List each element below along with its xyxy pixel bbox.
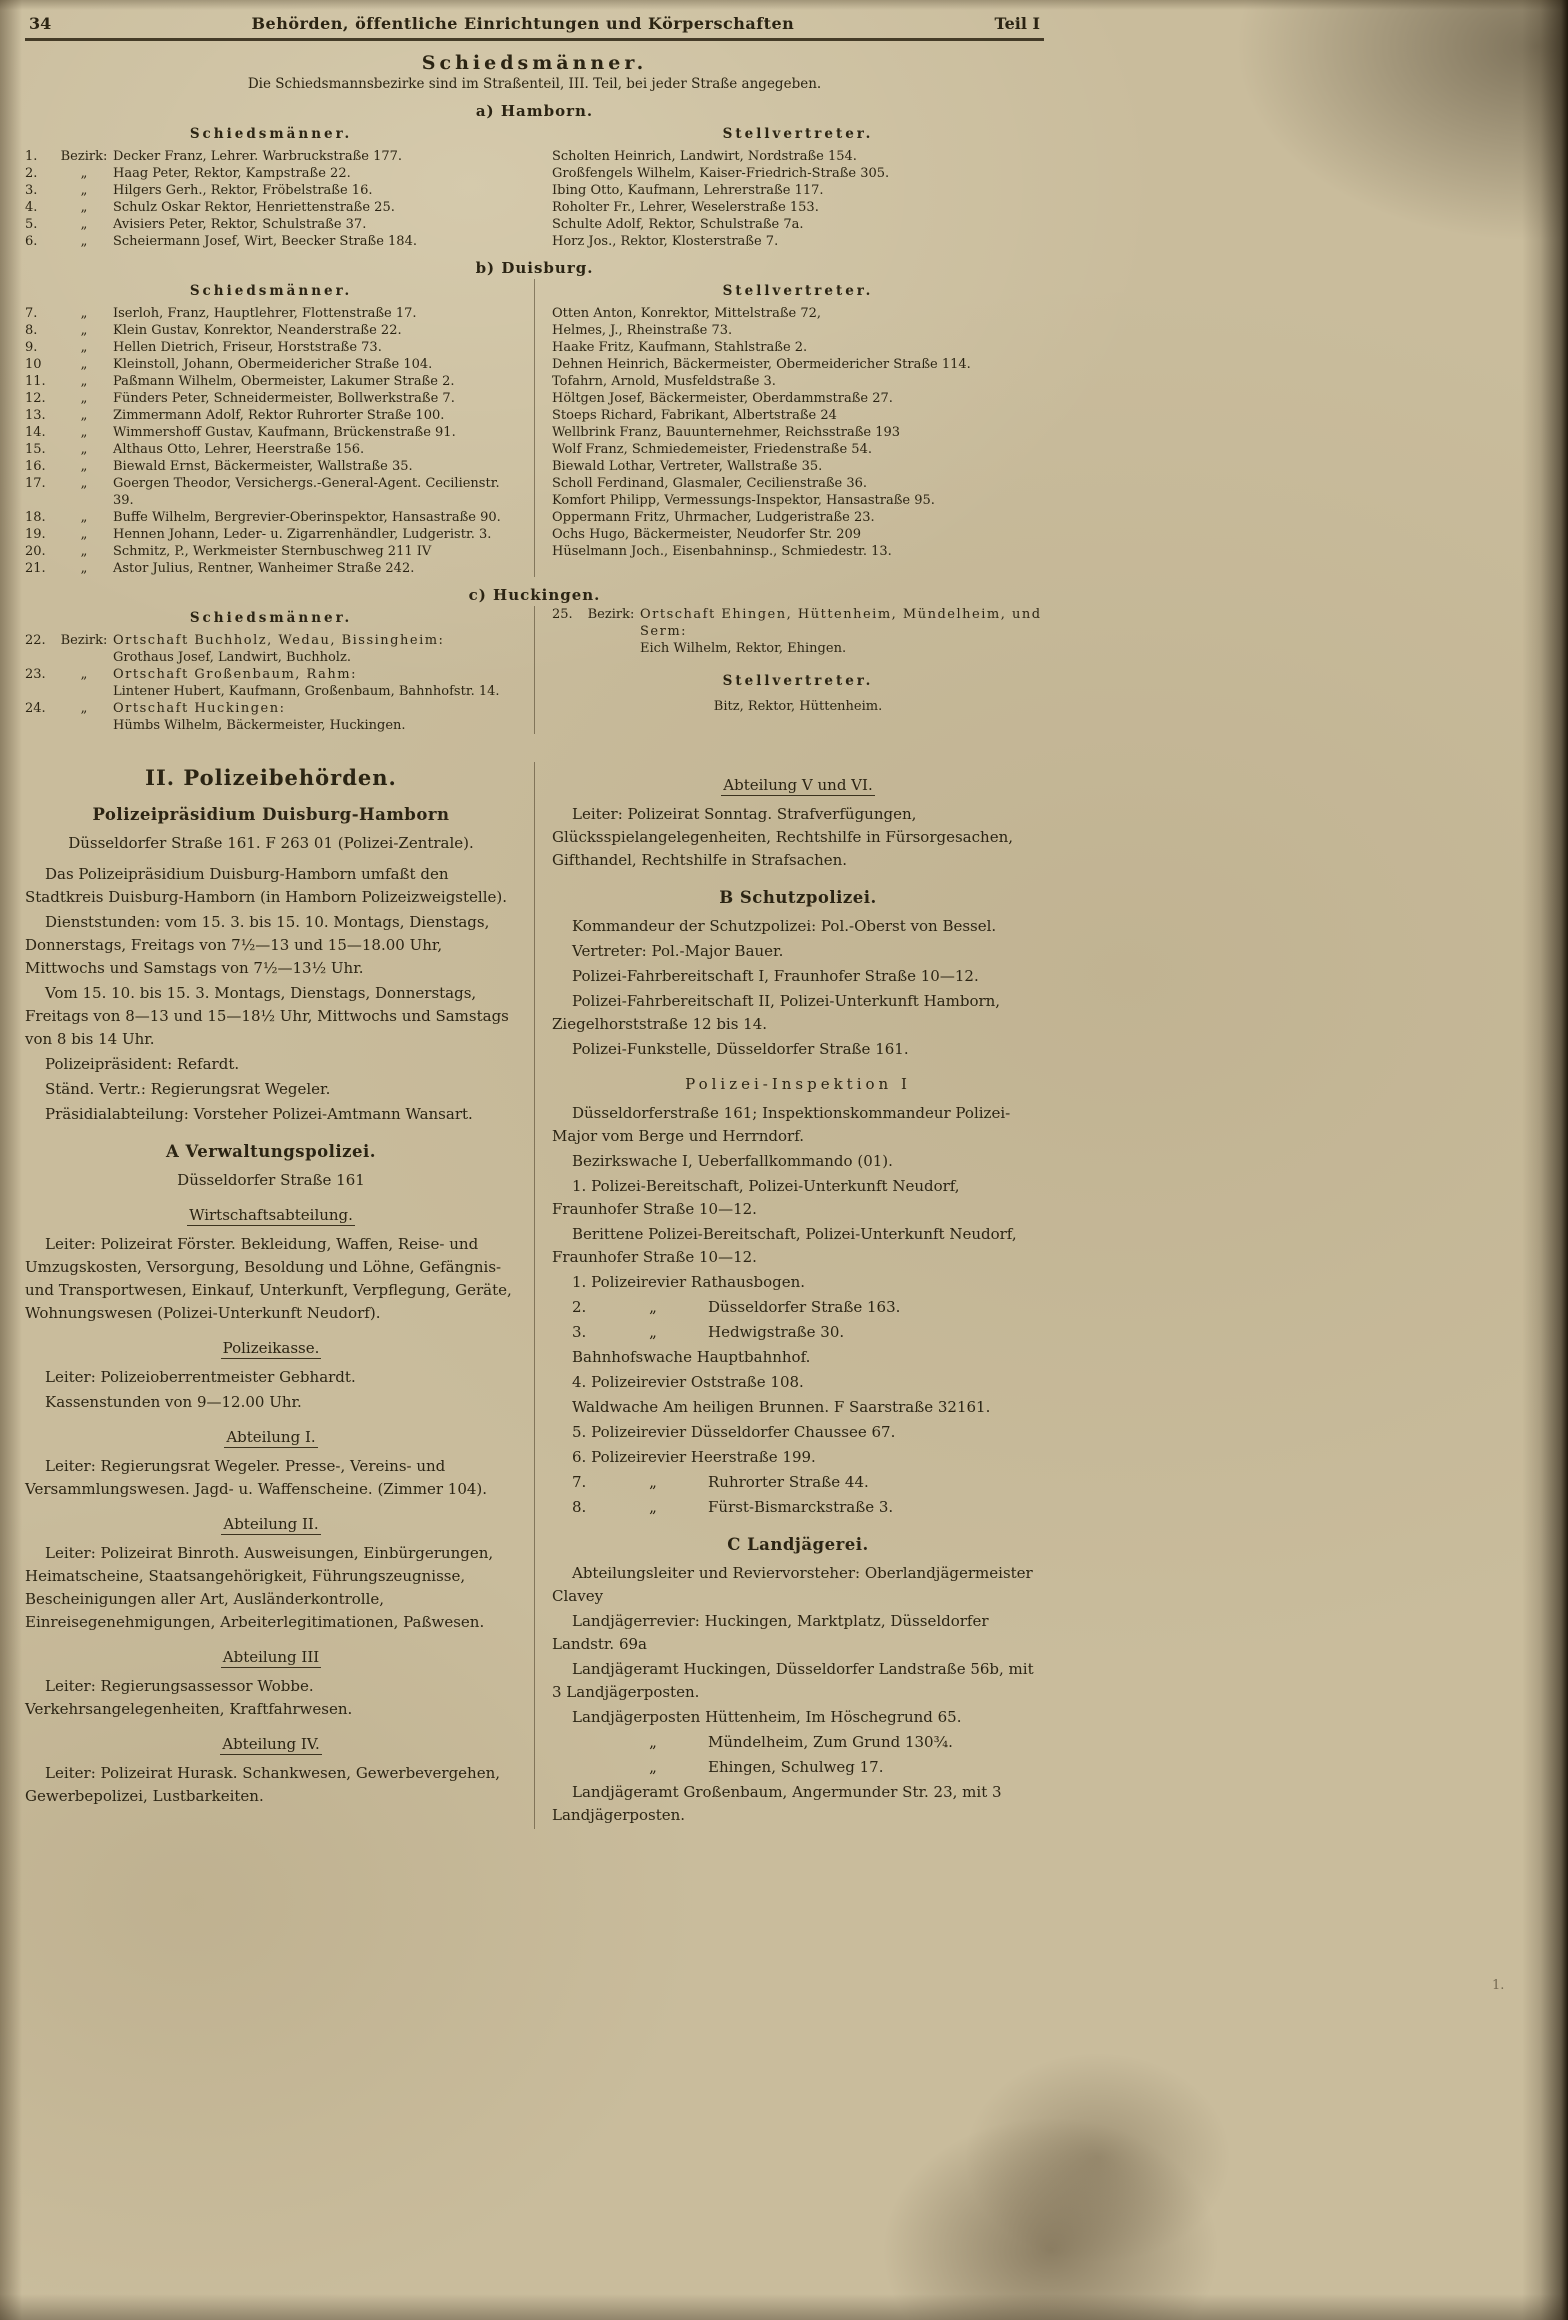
huckingen-schiedsmaenner-list bbox=[25, 632, 517, 734]
list-item bbox=[25, 475, 517, 509]
list-item: Stoeps Richard, Fabrikant, Albertstraße 24 bbox=[552, 408, 837, 423]
entry-ditto: „ bbox=[80, 544, 88, 559]
entry-line: Ortschaft Huckingen: bbox=[113, 701, 286, 716]
entry-ditto: „ bbox=[80, 527, 88, 542]
paragraph: 1. Polizeirevier Rathausbogen. bbox=[572, 1273, 806, 1291]
entry-line: Ortschaft Ehingen, Hüttenheim, Mündelheim, und Serm: bbox=[640, 607, 1042, 639]
ditto-mark: „ bbox=[649, 1323, 657, 1341]
list-item bbox=[25, 441, 517, 458]
entry-number: 8. bbox=[25, 323, 38, 338]
paragraph: Polizeipräsident: Refardt. bbox=[45, 1055, 240, 1073]
section-heading: Düsseldorfer Straße 161 bbox=[177, 1171, 365, 1189]
paragraph: Leiter: Polizeirat Förster. Bekleidung, Waffen, Reise- und Umzugskosten, Versorgung, Besoldung und Löhne, Gefängnis- und Transportwesen, Einkauf, Unterkunft, Verpflegung, Geräte, Wohnungswesen (Polizei-Unterkunft Neudorf). bbox=[25, 1235, 512, 1322]
entry-text: Iserloh, Franz, Hauptlehrer, Flottenstraße 17. bbox=[113, 306, 417, 321]
list-item bbox=[25, 216, 517, 233]
paragraph: Leiter: Polizeirat Hurask. Schankwesen, Gewerbevergehen, Gewerbepolizei, Lustbarkeiten. bbox=[25, 1764, 501, 1805]
section-heading bbox=[25, 1204, 517, 1227]
section-heading bbox=[25, 1337, 517, 1360]
entry-ditto: „ bbox=[80, 459, 88, 474]
row-number: 7. bbox=[572, 1473, 587, 1491]
ditto-mark: „ bbox=[649, 1733, 657, 1751]
list-item bbox=[25, 322, 517, 339]
entry-text: Wimmershoff Gustav, Kaufmann, Brückenstraße 91. bbox=[113, 425, 456, 440]
entry-ditto: „ bbox=[80, 374, 88, 389]
entry-ditto: Bezirk: bbox=[587, 607, 635, 622]
list-item: Biewald Lothar, Vertreter, Wallstraße 35. bbox=[552, 459, 823, 474]
entry-number: 6. bbox=[25, 234, 38, 249]
directory-row bbox=[552, 1296, 1044, 1319]
entry-text: Fünders Peter, Schneidermeister, Bollwerkstraße 7. bbox=[113, 391, 455, 406]
entry-line: Grothaus Josef, Landwirt, Buchholz. bbox=[113, 650, 351, 665]
paragraph: Landjägeramt Großenbaum, Angermunder Str. 23, mit 3 Landjägerposten. bbox=[552, 1783, 1002, 1824]
paragraph: Ständ. Vertr.: Regierungsrat Wegeler. bbox=[45, 1080, 331, 1098]
paragraph: Leiter: Polizeioberrentmeister Gebhardt. bbox=[45, 1368, 356, 1386]
row-text: Hedwigstraße 30. bbox=[708, 1323, 845, 1341]
entry-lines bbox=[113, 700, 517, 734]
row-number: 3. bbox=[572, 1323, 587, 1341]
hamborn-stellvertreter-list bbox=[552, 148, 1044, 250]
column-header-stellvertreter: Stellvertreter. bbox=[722, 673, 874, 689]
entry-number: 2. bbox=[25, 166, 38, 181]
entry-ditto: „ bbox=[80, 217, 88, 232]
row-number: 2. bbox=[572, 1298, 587, 1316]
list-item bbox=[25, 632, 517, 666]
entry-ditto: „ bbox=[80, 442, 88, 457]
list-item bbox=[25, 305, 517, 322]
paragraph: Bezirkswache I, Ueberfallkommando (01). bbox=[572, 1152, 893, 1170]
duisburg-stellvertreter-list bbox=[552, 305, 1044, 560]
list-item bbox=[25, 700, 517, 734]
paragraph: Kassenstunden von 9—12.00 Uhr. bbox=[45, 1393, 302, 1411]
ditto-mark: „ bbox=[649, 1758, 657, 1776]
entry-lines bbox=[640, 606, 1044, 657]
huckingen-columns bbox=[25, 606, 1044, 734]
schiedsmaenner-section bbox=[25, 52, 1044, 734]
paragraph: Waldwache Am heiligen Brunnen. F Saarstraße 32161. bbox=[572, 1398, 991, 1416]
paragraph: Vom 15. 10. bis 15. 3. Montags, Dienstags, Donnerstags, Freitags von 8—13 und 15—18½ Uhr, Mittwochs und Samstags von 8 bis 14 Uhr. bbox=[25, 984, 509, 1048]
row-number bbox=[552, 1756, 598, 1779]
row-text: Ehingen, Schulweg 17. bbox=[708, 1758, 884, 1776]
huckingen-left-column bbox=[25, 606, 517, 734]
subsection-label-duisburg: b) Duisburg. bbox=[475, 259, 594, 277]
entry-number: 21. bbox=[25, 561, 46, 576]
entry-ditto: „ bbox=[80, 510, 88, 525]
part-label: Teil I bbox=[994, 14, 1040, 33]
paragraph: Kommandeur der Schutzpolizei: Pol.-Oberst von Bessel. bbox=[572, 917, 997, 935]
duisburg-right-column bbox=[552, 279, 1044, 577]
row-text: Fürst-Bismarckstraße 3. bbox=[708, 1498, 894, 1516]
entry-lines bbox=[113, 666, 517, 700]
entry-number: 17. bbox=[25, 476, 46, 491]
entry-number: 25. bbox=[552, 607, 573, 622]
page-content bbox=[25, 14, 1044, 1829]
polizei-left-column bbox=[25, 762, 517, 1829]
paragraph: Dienststunden: vom 15. 3. bis 15. 10. Montags, Dienstags, Donnerstags, Freitags von 7½—13 und 15—18.00 Uhr, Mittwochs und Samstags von 7½—13½ Uhr. bbox=[25, 913, 490, 977]
page-edge-right-shadow bbox=[1522, 0, 1568, 2320]
paragraph: Präsidialabteilung: Vorsteher Polizei-Amtmann Wansart. bbox=[45, 1105, 473, 1123]
entry-text: Klein Gustav, Konrektor, Neanderstraße 22. bbox=[113, 323, 402, 338]
directory-row bbox=[552, 1496, 1044, 1519]
header-rule bbox=[25, 38, 1044, 41]
underlined-heading-text: Abteilung I. bbox=[226, 1428, 316, 1446]
directory-row bbox=[552, 1471, 1044, 1494]
list-item: Helmes, J., Rheinstraße 73. bbox=[552, 323, 733, 338]
entry-ditto: „ bbox=[80, 476, 88, 491]
entry-text: Biewald Ernst, Bäckermeister, Wallstraße 35. bbox=[113, 459, 413, 474]
list-item: Komfort Philipp, Vermessungs-Inspektor, Hansastraße 95. bbox=[552, 493, 935, 508]
duisburg-left-column bbox=[25, 279, 517, 577]
list-item: Schulte Adolf, Rektor, Schulstraße 7a. bbox=[552, 217, 804, 232]
list-item bbox=[25, 509, 517, 526]
paragraph: Polizei-Funkstelle, Düsseldorfer Straße 161. bbox=[572, 1040, 909, 1058]
list-item bbox=[25, 390, 517, 407]
list-item: Roholter Fr., Lehrer, Weselerstraße 153. bbox=[552, 200, 819, 215]
entry-number: 1. bbox=[25, 149, 38, 164]
entry-number: 4. bbox=[25, 200, 38, 215]
section-heading: A Verwaltungspolizei. bbox=[165, 1142, 377, 1161]
column-header-stellvertreter: Stellvertreter. bbox=[722, 283, 874, 299]
section-heading: II. Polizeibehörden. bbox=[145, 765, 397, 790]
section-heading: Düsseldorfer Straße 161. F 263 01 (Polizei-Zentrale). bbox=[68, 834, 474, 852]
entry-text: Paßmann Wilhelm, Obermeister, Lakumer Straße 2. bbox=[113, 374, 455, 389]
entry-number: 15. bbox=[25, 442, 46, 457]
directory-row bbox=[552, 1756, 1044, 1779]
paragraph: Landjägeramt Huckingen, Düsseldorfer Landstraße 56b, mit 3 Landjägerposten. bbox=[552, 1660, 1034, 1701]
page-edge-bottom-shadow bbox=[0, 2294, 1568, 2320]
entry-text: Hilgers Gerh., Rektor, Fröbelstraße 16. bbox=[113, 183, 373, 198]
page-edge-top-shadow bbox=[0, 0, 1568, 10]
column-header-schiedsmaenner: Schiedsmänner. bbox=[189, 126, 353, 142]
section-heading: B Schutzpolizei. bbox=[719, 888, 877, 907]
underlined-heading-text: Polizeikasse. bbox=[222, 1339, 320, 1357]
section-heading bbox=[25, 1426, 517, 1449]
entry-number: 7. bbox=[25, 306, 38, 321]
entry-text: Schulz Oskar Rektor, Henriettenstraße 25. bbox=[113, 200, 395, 215]
underlined-heading-text: Abteilung III bbox=[222, 1648, 320, 1666]
entry-text: Haag Peter, Rektor, Kampstraße 22. bbox=[113, 166, 351, 181]
entry-ditto: „ bbox=[80, 561, 88, 576]
list-item: Scholl Ferdinand, Glasmaler, Cecilienstraße 36. bbox=[552, 476, 868, 491]
paragraph: 4. Polizeirevier Oststraße 108. bbox=[572, 1373, 804, 1391]
entry-ditto: Bezirk: bbox=[60, 149, 108, 164]
entry-ditto: „ bbox=[80, 391, 88, 406]
huckingen-bezirk25-list bbox=[552, 606, 1044, 657]
entry-number: 23. bbox=[25, 667, 46, 682]
entry-ditto: „ bbox=[80, 234, 88, 249]
paragraph: Abteilungsleiter und Reviervorsteher: Oberlandjägermeister Clavey bbox=[552, 1564, 1033, 1605]
list-item bbox=[25, 182, 517, 199]
directory-row bbox=[552, 1731, 1044, 1754]
list-item bbox=[25, 407, 517, 424]
entry-text: Scheiermann Josef, Wirt, Beecker Straße 184. bbox=[113, 234, 417, 249]
entry-line: Lintener Hubert, Kaufmann, Großenbaum, Bahnhofstr. 14. bbox=[113, 684, 500, 699]
paragraph: 1. Polizei-Bereitschaft, Polizei-Unterkunft Neudorf, Fraunhofer Straße 10—12. bbox=[552, 1177, 960, 1218]
hamborn-left-column bbox=[25, 122, 517, 250]
list-item: Höltgen Josef, Bäckermeister, Oberdammstraße 27. bbox=[552, 391, 893, 406]
paragraph: Bahnhofswache Hauptbahnhof. bbox=[572, 1348, 811, 1366]
list-item bbox=[25, 526, 517, 543]
list-item bbox=[25, 339, 517, 356]
duisburg-columns bbox=[25, 279, 1044, 577]
entry-number: 5. bbox=[25, 217, 38, 232]
paragraph: 5. Polizeirevier Düsseldorfer Chaussee 67. bbox=[572, 1423, 896, 1441]
polizei-right-column bbox=[552, 762, 1044, 1829]
polizei-left-blocks bbox=[25, 766, 517, 1808]
entry-text: Goergen Theodor, Versichergs.-General-Agent. Cecilienstr. 39. bbox=[113, 476, 500, 508]
entry-text: Hellen Dietrich, Friseur, Horststraße 73. bbox=[113, 340, 382, 355]
paragraph: Leiter: Polizeirat Binroth. Ausweisungen, Einbürgerungen, Heimatscheine, Staatsangehörigkeit, Führungszeugnisse, Bescheinigungen aller Art, Ausländerkontrolle, Einreisegenehmigungen, Arbeiterlegitimationen, Paßwesen. bbox=[25, 1544, 494, 1631]
polizei-columns bbox=[25, 762, 1044, 1829]
list-item: Hüselmann Joch., Eisenbahninsp., Schmiedestr. 13. bbox=[552, 544, 892, 559]
list-item: Ochs Hugo, Bäckermeister, Neudorfer Str. 209 bbox=[552, 527, 862, 542]
row-text: Düsseldorfer Straße 163. bbox=[708, 1298, 901, 1316]
section-heading bbox=[25, 1513, 517, 1536]
list-item bbox=[25, 373, 517, 390]
paragraph: 6. Polizeirevier Heerstraße 199. bbox=[572, 1448, 816, 1466]
entry-text: Avisiers Peter, Rektor, Schulstraße 37. bbox=[113, 217, 367, 232]
list-item: Oppermann Fritz, Uhrmacher, Ludgeristraße 23. bbox=[552, 510, 875, 525]
list-item: Otten Anton, Konrektor, Mittelstraße 72, bbox=[552, 306, 822, 321]
underlined-heading-text: Abteilung II. bbox=[223, 1515, 319, 1533]
column-header-schiedsmaenner: Schiedsmänner. bbox=[189, 283, 353, 299]
paragraph: Leiter: Regierungsrat Wegeler. Presse-, Vereins- und Versammlungswesen. Jagd- u. Waffenscheine. (Zimmer 104). bbox=[25, 1457, 488, 1498]
list-item bbox=[25, 148, 517, 165]
list-item bbox=[25, 199, 517, 216]
entry-line: Ortschaft Buchholz, Wedau, Bissingheim: bbox=[113, 633, 445, 648]
entry-number: 11. bbox=[25, 374, 46, 389]
hamborn-columns bbox=[25, 122, 1044, 250]
entry-number: 3. bbox=[25, 183, 38, 198]
page-number: 34 bbox=[29, 14, 52, 33]
list-item: Ibing Otto, Kaufmann, Lehrerstraße 117. bbox=[552, 183, 824, 198]
list-item bbox=[25, 666, 517, 700]
entry-number: 9. bbox=[25, 340, 38, 355]
entry-ditto: „ bbox=[80, 667, 88, 682]
entry-ditto: „ bbox=[80, 701, 88, 716]
entry-number: 12. bbox=[25, 391, 46, 406]
entry-lines bbox=[113, 632, 517, 666]
list-item bbox=[25, 233, 517, 250]
paragraph: Düsseldorferstraße 161; Inspektionskommandeur Polizei-Major vom Berge und Herrndorf. bbox=[552, 1104, 1011, 1145]
entry-number: 16. bbox=[25, 459, 46, 474]
entry-ditto: „ bbox=[80, 408, 88, 423]
paragraph: Berittene Polizei-Bereitschaft, Polizei-Unterkunft Neudorf, Fraunhofer Straße 10—12. bbox=[552, 1225, 1017, 1266]
subsection-label-huckingen: c) Huckingen. bbox=[468, 586, 601, 604]
hamborn-right-column bbox=[552, 122, 1044, 250]
huckingen-right-column bbox=[552, 606, 1044, 734]
entry-ditto: „ bbox=[80, 200, 88, 215]
entry-number: 10 bbox=[25, 357, 42, 372]
underlined-heading-text: Abteilung IV. bbox=[222, 1735, 320, 1753]
section-heading bbox=[552, 774, 1044, 797]
entry-number: 20. bbox=[25, 544, 46, 559]
list-item: Großfengels Wilhelm, Kaiser-Friedrich-Straße 305. bbox=[552, 166, 890, 181]
section-heading: Polizei-Inspektion I bbox=[685, 1075, 911, 1093]
underlined-heading-text: Wirtschaftsabteilung. bbox=[189, 1206, 353, 1224]
list-item bbox=[25, 356, 517, 373]
list-item: Wellbrink Franz, Bauunternehmer, Reichsstraße 193 bbox=[552, 425, 901, 440]
column-divider bbox=[534, 279, 535, 577]
entry-text: Kleinstoll, Johann, Obermeidericher Straße 104. bbox=[113, 357, 433, 372]
paragraph: Das Polizeipräsidium Duisburg-Hamborn umfaßt den Stadtkreis Duisburg-Hamborn (in Hamborn Polizeizweigstelle). bbox=[25, 865, 507, 906]
column-header-schiedsmaenner: Schiedsmänner. bbox=[189, 610, 353, 626]
list-item bbox=[25, 165, 517, 182]
paragraph: Leiter: Polizeirat Sonntag. Strafverfügungen, Glücksspielangelegenheiten, Rechtshilfe in Fürsorgesachen, Gifthandel, Rechtshilfe in Strafsachen. bbox=[552, 805, 1013, 869]
row-text: Mündelheim, Zum Grund 130¾. bbox=[708, 1733, 953, 1751]
column-divider bbox=[534, 606, 535, 734]
polizei-section bbox=[25, 762, 1044, 1829]
section-heading bbox=[25, 1733, 517, 1756]
row-number: 8. bbox=[572, 1498, 587, 1516]
entry-ditto: „ bbox=[80, 357, 88, 372]
entry-line: Ortschaft Großenbaum, Rahm: bbox=[113, 667, 357, 682]
bleedthrough-mark: 1. bbox=[1492, 1978, 1505, 1993]
stellvertreter-entry: Bitz, Rektor, Hüttenheim. bbox=[713, 699, 883, 714]
running-title: Behörden, öffentliche Einrichtungen und Körperschaften bbox=[251, 14, 795, 33]
polizei-right-blocks bbox=[552, 774, 1044, 1827]
paragraph: Vertreter: Pol.-Major Bauer. bbox=[572, 942, 784, 960]
section-heading bbox=[25, 1646, 517, 1669]
page-edge-left-shadow bbox=[0, 0, 22, 2320]
page-header bbox=[25, 14, 1044, 33]
list-item: Horz Jos., Rektor, Klosterstraße 7. bbox=[552, 234, 779, 249]
row-number bbox=[552, 1731, 598, 1754]
list-item bbox=[25, 560, 517, 577]
entry-text: Buffe Wilhelm, Bergrevier-Oberinspektor, Hansastraße 90. bbox=[113, 510, 501, 525]
entry-number: 13. bbox=[25, 408, 46, 423]
section-title: Schiedsmänner. bbox=[421, 52, 648, 74]
entry-text: Hennen Johann, Leder- u. Zigarrenhändler, Ludgeristr. 3. bbox=[113, 527, 492, 542]
entry-ditto: „ bbox=[80, 323, 88, 338]
entry-ditto: „ bbox=[80, 166, 88, 181]
paragraph: Polizei-Fahrbereitschaft I, Fraunhofer Straße 10—12. bbox=[572, 967, 979, 985]
entry-line: Eich Wilhelm, Rektor, Ehingen. bbox=[640, 641, 847, 656]
entry-text: Astor Julius, Rentner, Wanheimer Straße 242. bbox=[113, 561, 415, 576]
list-item bbox=[25, 543, 517, 560]
column-divider bbox=[534, 762, 535, 1829]
entry-line: Hümbs Wilhelm, Bäckermeister, Huckingen. bbox=[113, 718, 406, 733]
list-item: Tofahrn, Arnold, Musfeldstraße 3. bbox=[552, 374, 776, 389]
paragraph: Polizei-Fahrbereitschaft II, Polizei-Unterkunft Hamborn, Ziegelhorststraße 12 bis 14. bbox=[552, 992, 1001, 1033]
list-item bbox=[552, 606, 1044, 657]
column-gap bbox=[534, 122, 535, 250]
duisburg-schiedsmaenner-list bbox=[25, 305, 517, 577]
entry-text: Decker Franz, Lehrer. Warbruckstraße 177. bbox=[113, 149, 403, 164]
entry-ditto: „ bbox=[80, 425, 88, 440]
entry-ditto: „ bbox=[80, 183, 88, 198]
list-item bbox=[25, 458, 517, 475]
section-heading: Polizeipräsidium Duisburg-Hamborn bbox=[92, 805, 450, 824]
list-item: Scholten Heinrich, Landwirt, Nordstraße 154. bbox=[552, 149, 857, 164]
row-text: Ruhrorter Straße 44. bbox=[708, 1473, 869, 1491]
hamborn-schiedsmaenner-list bbox=[25, 148, 517, 250]
list-item: Haake Fritz, Kaufmann, Stahlstraße 2. bbox=[552, 340, 808, 355]
entry-ditto: Bezirk: bbox=[60, 633, 108, 648]
entry-text: Schmitz, P., Werkmeister Sternbuschweg 211 IV bbox=[113, 544, 432, 559]
paragraph: Leiter: Regierungsassessor Wobbe. Verkehrsangelegenheiten, Kraftfahrwesen. bbox=[25, 1677, 353, 1718]
entry-number: 24. bbox=[25, 701, 46, 716]
list-item: Dehnen Heinrich, Bäckermeister, Obermeidericher Straße 114. bbox=[552, 357, 971, 372]
section-heading: C Landjägerei. bbox=[727, 1535, 869, 1554]
ditto-mark: „ bbox=[649, 1298, 657, 1316]
list-item bbox=[25, 424, 517, 441]
entry-number: 14. bbox=[25, 425, 46, 440]
entry-number: 19. bbox=[25, 527, 46, 542]
ditto-mark: „ bbox=[649, 1498, 657, 1516]
paragraph: Landjägerrevier: Huckingen, Marktplatz, Düsseldorfer Landstr. 69a bbox=[552, 1612, 989, 1653]
entry-ditto: „ bbox=[80, 340, 88, 355]
entry-ditto: „ bbox=[80, 306, 88, 321]
subsection-label-hamborn: a) Hamborn. bbox=[475, 102, 594, 120]
column-header-stellvertreter: Stellvertreter. bbox=[722, 126, 874, 142]
entry-text: Zimmermann Adolf, Rektor Ruhrorter Straße 100. bbox=[113, 408, 445, 423]
list-item: Wolf Franz, Schmiedemeister, Friedenstraße 54. bbox=[552, 442, 872, 457]
entry-number: 18. bbox=[25, 510, 46, 525]
entry-number: 22. bbox=[25, 633, 46, 648]
section-subtitle: Die Schiedsmannsbezirke sind im Straßenteil, III. Teil, bei jeder Straße angegeben. bbox=[247, 76, 822, 92]
ditto-mark: „ bbox=[649, 1473, 657, 1491]
paragraph: Landjägerposten Hüttenheim, Im Höschegrund 65. bbox=[572, 1708, 962, 1726]
entry-text: Althaus Otto, Lehrer, Heerstraße 156. bbox=[113, 442, 365, 457]
directory-row bbox=[552, 1321, 1044, 1344]
underlined-heading-text: Abteilung V und VI. bbox=[723, 776, 873, 794]
